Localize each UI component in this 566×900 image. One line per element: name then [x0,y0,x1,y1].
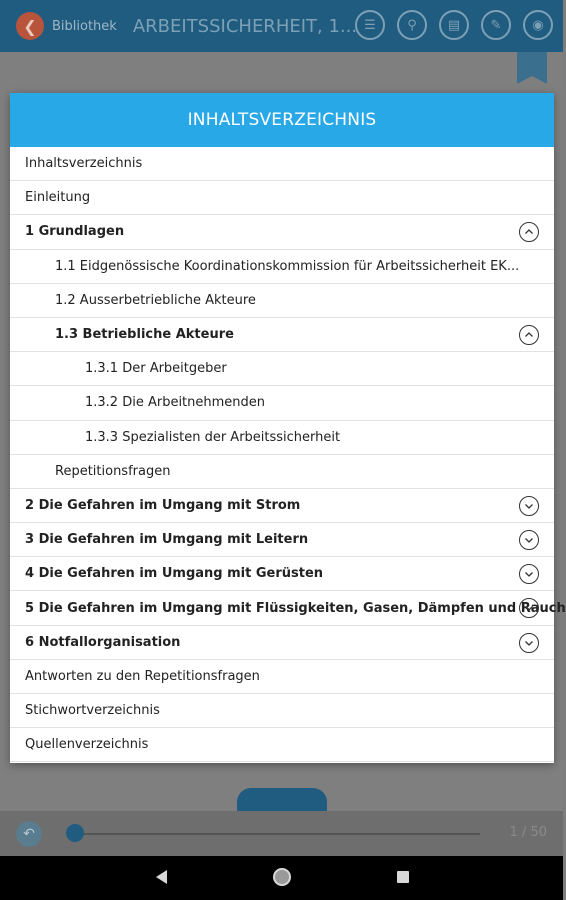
toc-item[interactable] [10,421,554,455]
toolbar-icons [355,10,553,40]
toc-item[interactable] [10,523,554,557]
toc-list [10,147,566,762]
chevron-up-icon[interactable] [519,222,539,242]
toc-item-label: 1.3.3 Spezialisten der Arbeitssicherheit [85,429,341,445]
nav-back-icon[interactable] [156,870,167,884]
toc-item[interactable] [10,147,554,181]
toc-item-label: 3 Die Gefahren im Umgang mit Leitern [25,532,309,548]
back-label[interactable]: Bibliothek [52,18,117,34]
chevron-down-icon[interactable] [519,564,539,584]
toc-item-label: 1.1 Eidgenössische Koordinationskommission für Arbeitssicherheit EK... [55,258,520,274]
chevron-down-icon[interactable] [519,496,539,516]
chevron-down-icon[interactable] [519,530,539,550]
toc-item-label: Einleitung [25,190,91,206]
toc-item[interactable] [10,489,554,523]
toc-item[interactable] [10,284,554,318]
toc-item[interactable] [10,455,554,489]
toc-item-label: 2 Die Gefahren im Umgang mit Strom [25,497,301,513]
edit-icon[interactable]: ✎ [481,10,511,40]
toc-item-label: Antworten zu den Repetitionsfragen [25,668,260,684]
toc-item-label: Quellenverzeichnis [25,737,149,753]
toc-item-label: 4 Die Gefahren im Umgang mit Gerüsten [25,566,324,582]
toc-item[interactable] [10,386,554,420]
toc-item[interactable] [10,181,554,215]
app-bar [0,0,563,52]
toc-item[interactable] [10,591,566,625]
toc-item[interactable] [10,626,554,660]
toc-item-label: 6 Notfallorganisation [25,634,181,650]
toc-item-label: 5 Die Gefahren im Umgang mit Flüssigkeiten, Gasen, Dämpfen und Rauch [25,600,566,616]
toc-item[interactable] [10,250,554,284]
toc-item-label: 1.3.2 Die Arbeitnehmenden [85,395,266,411]
nav-home-icon[interactable] [273,868,291,886]
toc-item-label: Stichwortverzeichnis [25,703,160,719]
toc-item-label: 1 Grundlagen [25,224,125,240]
dialog-header [10,93,554,147]
eye-icon[interactable]: ◉ [523,10,553,40]
list-icon[interactable]: ☰ [355,10,385,40]
toc-item[interactable] [10,728,554,762]
toc-item[interactable] [10,352,554,386]
notes-icon[interactable]: ▤ [439,10,469,40]
chevron-left-icon: ❮ [23,16,37,36]
toc-item[interactable] [10,694,554,728]
back-button[interactable] [16,12,44,40]
toc-item-label: 1.3 Betriebliche Akteure [55,327,234,343]
page-slider-thumb[interactable] [66,824,84,842]
toc-item-label: 1.3.1 Der Arbeitgeber [85,361,227,377]
toc-item-label: Repetitionsfragen [55,463,171,479]
toc-item[interactable] [10,660,554,694]
chevron-up-icon[interactable] [519,325,539,345]
system-nav-bar [0,856,563,900]
nav-recent-icon[interactable] [397,871,409,883]
book-title: ARBEITSSICHERHEIT, 1... [132,15,358,37]
undo-icon[interactable]: ↶ [16,821,42,847]
toc-item-label: 1.2 Ausserbetriebliche Akteure [55,292,256,308]
toc-item[interactable] [10,557,554,591]
reader-bar [0,811,563,856]
toc-item[interactable] [10,215,554,249]
toc-item[interactable] [10,318,554,352]
toc-dialog [10,93,566,763]
page-slider-track[interactable] [75,833,480,835]
page-count: 1 / 50 [509,825,547,840]
dialog-title: INHALTSVERZEICHNIS [187,110,377,130]
chevron-down-icon[interactable] [519,633,539,653]
toc-item-label: Inhaltsverzeichnis [25,156,143,172]
search-icon[interactable]: ⚲ [397,10,427,40]
